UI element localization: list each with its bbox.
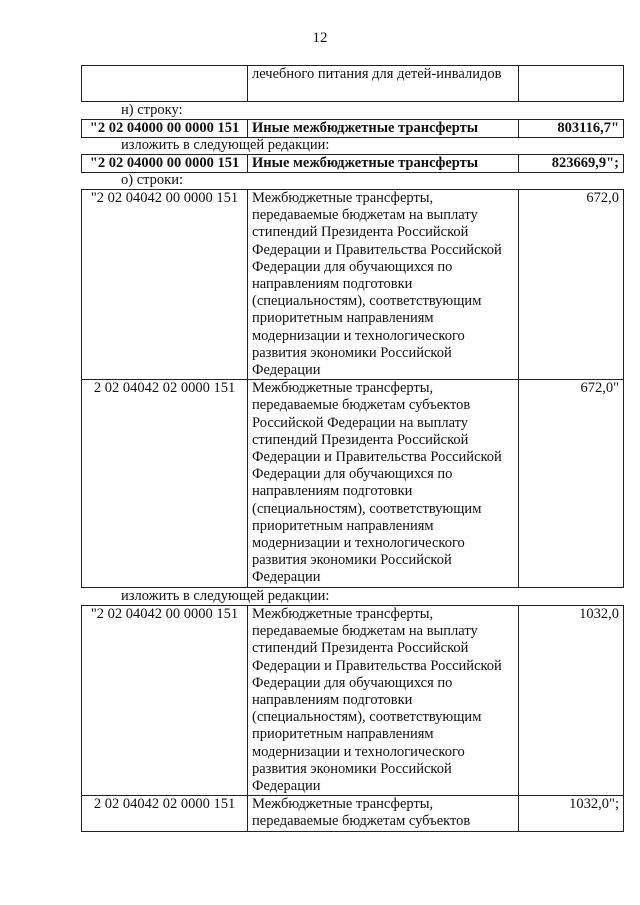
table-row bbox=[82, 380, 624, 587]
row-code: "2 02 04042 00 0000 151 bbox=[82, 606, 248, 796]
row-value: 803116,7" bbox=[519, 120, 624, 138]
table-row bbox=[82, 155, 624, 173]
row-name: Иные межбюджетные трансферты bbox=[248, 120, 519, 138]
page-number: 12 bbox=[312, 30, 328, 46]
table-row-n-old bbox=[81, 119, 623, 138]
table-rows-o-old bbox=[81, 189, 623, 588]
row-name: Межбюджетные трансферты, передаваемые бюджетам на выплату стипендий Президента Российской Федерации и Правительства Российской Федерации для обучающихся по направлениям подготовки (специальностям), соответствующим приоритетным направлениям модернизации и технологического развития экономики Российской Федерации bbox=[248, 606, 519, 796]
row-name: Межбюджетные трансферты, передаваемые бюджетам на выплату стипендий Президента Российской Федерации и Правительства Российской Федерации для обучающихся по направлениям подготовки (специальностям), соответствующим приоритетным направлениям модернизации и технологического развития экономики Российской Федерации bbox=[248, 190, 519, 380]
row-code bbox=[82, 66, 248, 102]
table-continuation bbox=[81, 65, 623, 102]
row-value: 823669,9"; bbox=[519, 155, 624, 173]
table-row-n-new bbox=[81, 154, 623, 173]
table-row bbox=[82, 606, 624, 796]
table-row bbox=[82, 190, 624, 380]
row-code: 2 02 04042 02 0000 151 bbox=[82, 796, 248, 831]
row-value: 1032,0"; bbox=[519, 796, 624, 831]
row-value bbox=[519, 66, 624, 102]
instruction-o: о) строки: bbox=[121, 172, 183, 188]
row-value: 672,0" bbox=[519, 380, 624, 587]
instruction-replace-2: изложить в следующей редакции: bbox=[121, 588, 330, 604]
row-name: лечебного питания для детей-инвалидов bbox=[248, 66, 519, 102]
row-code: "2 02 04042 00 0000 151 bbox=[82, 190, 248, 380]
table-rows-o-new bbox=[81, 605, 623, 832]
row-code: 2 02 04042 02 0000 151 bbox=[82, 380, 248, 587]
row-value: 1032,0 bbox=[519, 606, 624, 796]
row-name: Иные межбюджетные трансферты bbox=[248, 155, 519, 173]
table-row bbox=[82, 120, 624, 138]
row-name: Межбюджетные трансферты, передаваемые бюджетам субъектов Российской Федерации на выплату стипендий Президента Российской Федерации и Правительства Российской Федерации для обучающихся по направлениям подготовки (специальностям), соответствующим приоритетным направлениям модернизации и технологического развития экономики Российской Федерации bbox=[248, 380, 519, 587]
table-row bbox=[82, 796, 624, 831]
instruction-n: н) строку: bbox=[121, 102, 183, 118]
row-name: Межбюджетные трансферты, передаваемые бюджетам субъектов bbox=[248, 796, 519, 831]
instruction-replace-1: изложить в следующей редакции: bbox=[121, 137, 330, 153]
table-row bbox=[82, 66, 624, 102]
row-value: 672,0 bbox=[519, 190, 624, 380]
row-code: "2 02 04000 00 0000 151 bbox=[82, 155, 248, 173]
row-code: "2 02 04000 00 0000 151 bbox=[82, 120, 248, 138]
